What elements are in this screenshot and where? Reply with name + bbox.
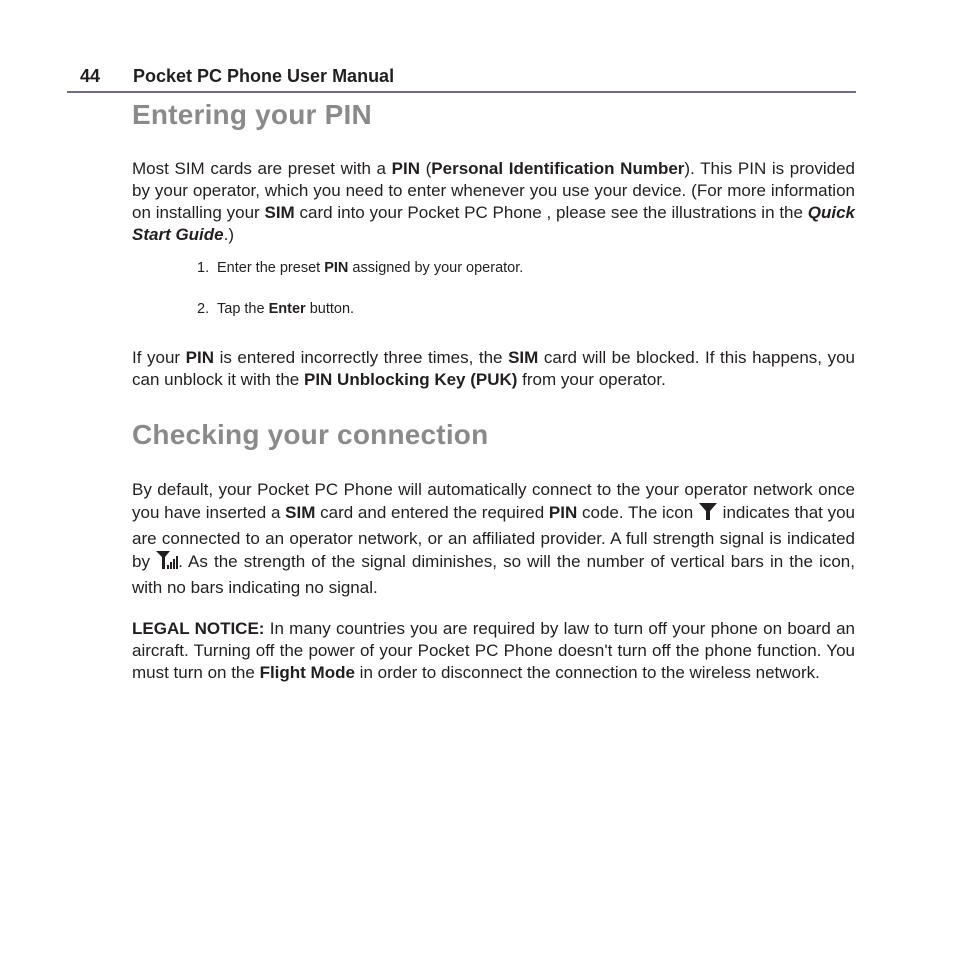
step-1: 1. Enter the preset PIN assigned by your operator. (197, 260, 524, 276)
section-heading-checking-connection: Checking your connection (132, 419, 489, 450)
page-number: 44 (80, 66, 101, 86)
running-title: Pocket PC Phone User Manual (133, 66, 395, 86)
legal-notice-paragraph: LEGAL NOTICE: In many countries you are required by law to turn off your phone on board an aircraft. Turning off the power of your Pocket PC Phone doesn't turn off the phone function. You must turn on the Flight Mode in order to disconnect the connection to the wireless network. (132, 619, 855, 682)
pin-warning-paragraph: If your PIN is entered incorrectly three times, the SIM card will be blocked. If this happens, you can unblock it with the PIN Unblocking Key (PUK) from your operator. (132, 348, 855, 389)
header-divider (67, 91, 856, 93)
full-signal-icon (156, 550, 178, 576)
step-2: 2. Tap the Enter button. (197, 301, 355, 317)
connection-paragraph: By default, your Pocket PC Phone will automatically connect to the your operator network once you have inserted a SIM card and entered the required PIN code. The icon indicates that you are connected to an operator network, or an affiliated provider. A full strength signal is indicated by . As the strength of the signal diminishes, so will the number of vertical bars in the icon, with no bars indicating no signal. (132, 480, 856, 597)
page-header (80, 64, 856, 92)
antenna-icon (698, 501, 718, 527)
section-heading-entering-pin: Entering your PIN (132, 99, 372, 130)
pin-intro-paragraph: Most SIM cards are preset with a PIN (Personal Identification Number). This PIN is provided by your operator, which you need to enter whenever you use your device. (For more information on installing your SIM card into your Pocket PC Phone , please see the illustrations in the Quick Start Guide.) (132, 159, 855, 244)
